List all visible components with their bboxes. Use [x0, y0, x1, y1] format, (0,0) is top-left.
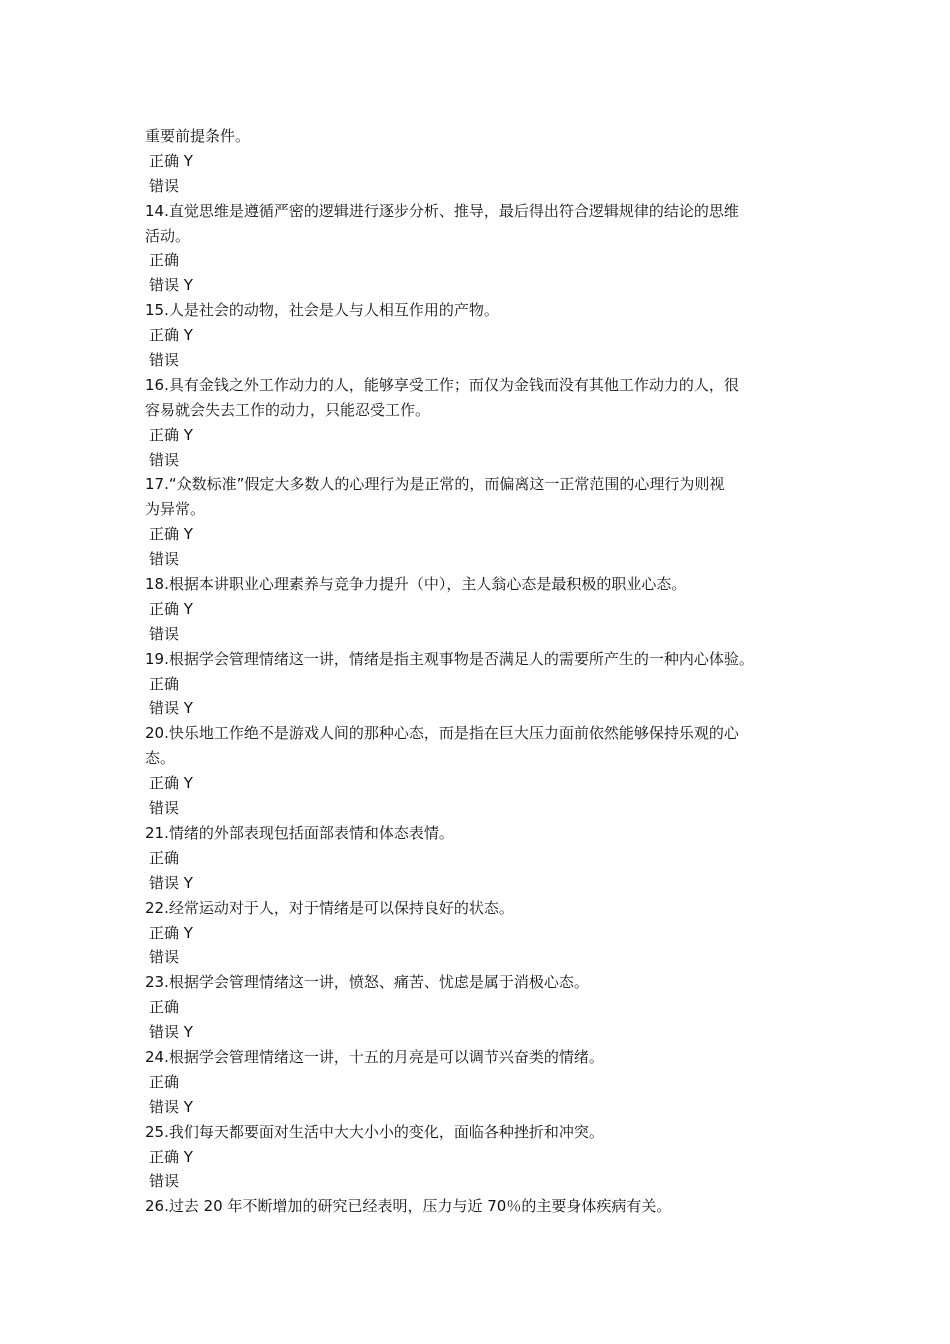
text-line: 重要前提条件。: [145, 127, 251, 145]
answer-option: 错误 Y: [149, 1023, 193, 1042]
question-text: 26.过去 20 年不断增加的研究已经表明，压力与近 70％的主要身体疾病有关。: [145, 1197, 672, 1216]
answer-option: 正确: [149, 848, 180, 867]
text-line: 容易就会失去工作的动力，只能忍受工作。: [145, 400, 431, 419]
answer-option: 正确 Y: [149, 525, 193, 544]
answer-option: 错误 Y: [149, 873, 193, 892]
question-text: 23.根据学会管理情绪这一讲，愤怒、痛苦、忧虑是属于消极心态。: [145, 973, 589, 992]
answer-option: 错误: [149, 176, 180, 195]
answer-option: 错误 Y: [149, 276, 193, 295]
answer-option: 正确 Y: [149, 151, 193, 170]
answer-option: 正确: [149, 1072, 180, 1091]
answer-option: 正确: [149, 674, 180, 693]
answer-option: 错误 Y: [149, 1097, 193, 1116]
question-text: 15.人是社会的动物，社会是人与人相互作用的产物。: [145, 301, 499, 320]
question-text: 16.具有金钱之外工作动力的人，能够享受工作；而仅为金钱而没有其他工作动力的人，很: [145, 375, 739, 394]
text-line: 态。: [145, 749, 176, 768]
answer-option: 错误: [149, 624, 180, 643]
answer-option: 正确 Y: [149, 326, 193, 345]
answer-option: 正确 Y: [149, 425, 193, 444]
answer-option: 正确 Y: [149, 1147, 193, 1166]
answer-option: 错误: [149, 351, 180, 370]
answer-option: 错误: [149, 450, 180, 469]
answer-option: 错误 Y: [149, 699, 193, 718]
answer-option: 正确 Y: [149, 599, 193, 618]
answer-option: 错误: [149, 1172, 180, 1191]
answer-option: 正确: [149, 251, 180, 270]
question-text: 17.“众数标准”假定大多数人的心理行为是正常的，而偏离这一正常范围的心理行为则视: [145, 475, 725, 494]
question-text: 19.根据学会管理情绪这一讲，情绪是指主观事物是否满足人的需要所产生的一种内心体验。: [145, 649, 754, 668]
document-page: [145, 124, 825, 1219]
question-text: 18.根据本讲职业心理素养与竞争力提升（中），主人翁心态是最积极的职业心态。: [145, 575, 687, 594]
question-text: 20.快乐地工作绝不是游戏人间的那种心态，而是指在巨大压力面前依然能够保持乐观的心: [145, 724, 739, 743]
question-text: 25.我们每天都要面对生活中大大小小的变化，面临各种挫折和冲突。: [145, 1122, 604, 1141]
question-text: 21.情绪的外部表现包括面部表情和体态表情。: [145, 823, 454, 842]
question-text: 24.根据学会管理情绪这一讲，十五的月亮是可以调节兴奋类的情绪。: [145, 1047, 604, 1066]
question-text: 14.直觉思维是遵循严密的逻辑进行逐步分析、推导，最后得出符合逻辑规律的结论的思维: [145, 201, 739, 220]
text-line: 为异常。: [145, 500, 206, 519]
answer-option: 错误: [149, 799, 180, 818]
text-line: 活动。: [145, 226, 191, 245]
answer-option: 正确 Y: [149, 774, 193, 793]
answer-option: 正确 Y: [149, 923, 193, 942]
answer-option: 正确: [149, 998, 180, 1017]
answer-option: 错误: [149, 550, 180, 569]
question-text: 22.经常运动对于人，对于情绪是可以保持良好的状态。: [145, 898, 514, 917]
answer-option: 错误: [149, 948, 180, 967]
